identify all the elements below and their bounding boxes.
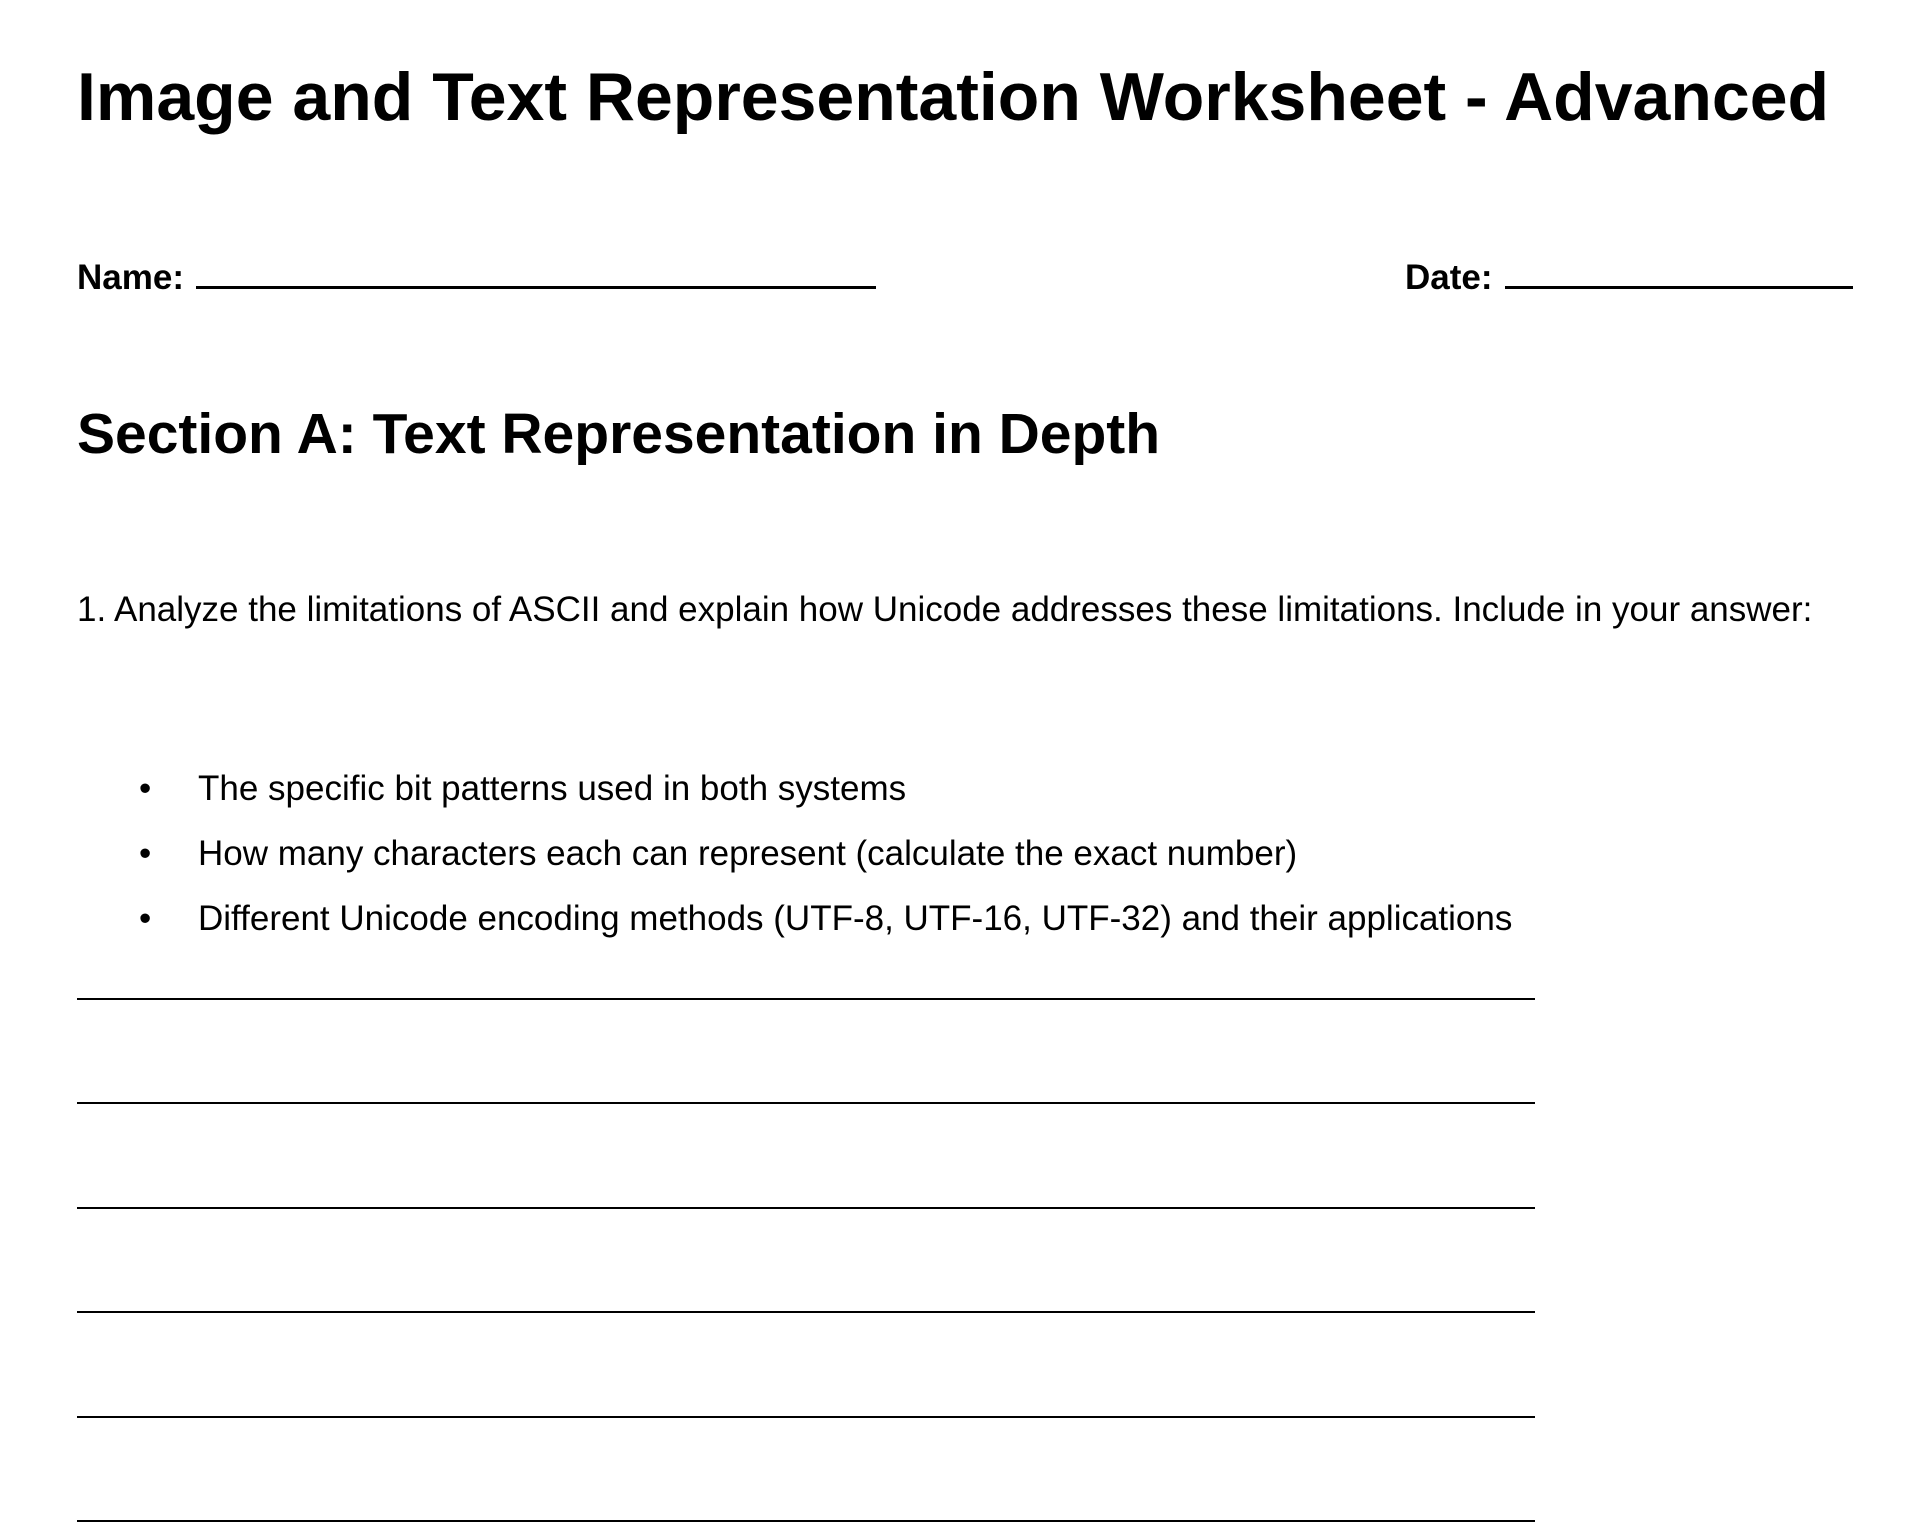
answer-line-4[interactable] [77,1311,1535,1313]
question-1-bullet-list [77,756,1512,951]
answer-line-5[interactable] [77,1416,1535,1418]
name-label: Name: [77,258,184,297]
bullet-item-character-count [77,821,1512,886]
answer-line-1[interactable] [77,998,1535,1000]
bullet-text: Different Unicode encoding methods (UTF-8, UTF-16, UTF-32) and their applications [198,899,1513,938]
date-field[interactable] [1405,254,1853,299]
bullet-icon: • [139,834,152,873]
bullet-text: How many characters each can represent (calculate the exact number) [198,834,1298,873]
bullet-text: The specific bit patterns used in both systems [198,769,907,808]
answer-line-3[interactable] [77,1207,1535,1209]
bullet-icon: • [139,769,152,808]
name-field[interactable] [77,254,876,299]
worksheet-title: Image and Text Representation Worksheet - Advanced [77,59,1830,135]
section-a-heading: Section A: Text Representation in Depth [77,402,1161,466]
date-blank-line[interactable] [1505,254,1853,289]
bullet-item-bit-patterns [77,756,1512,821]
bullet-icon: • [139,899,152,938]
question-1-text: 1. Analyze the limitations of ASCII and explain how Unicode addresses these limitations. Include in your answer: [77,590,1813,629]
bullet-item-encoding-methods [77,886,1512,951]
answer-line-2[interactable] [77,1102,1535,1104]
date-label: Date: [1405,258,1493,297]
name-blank-line[interactable] [196,254,876,289]
answer-line-6[interactable] [77,1520,1535,1522]
